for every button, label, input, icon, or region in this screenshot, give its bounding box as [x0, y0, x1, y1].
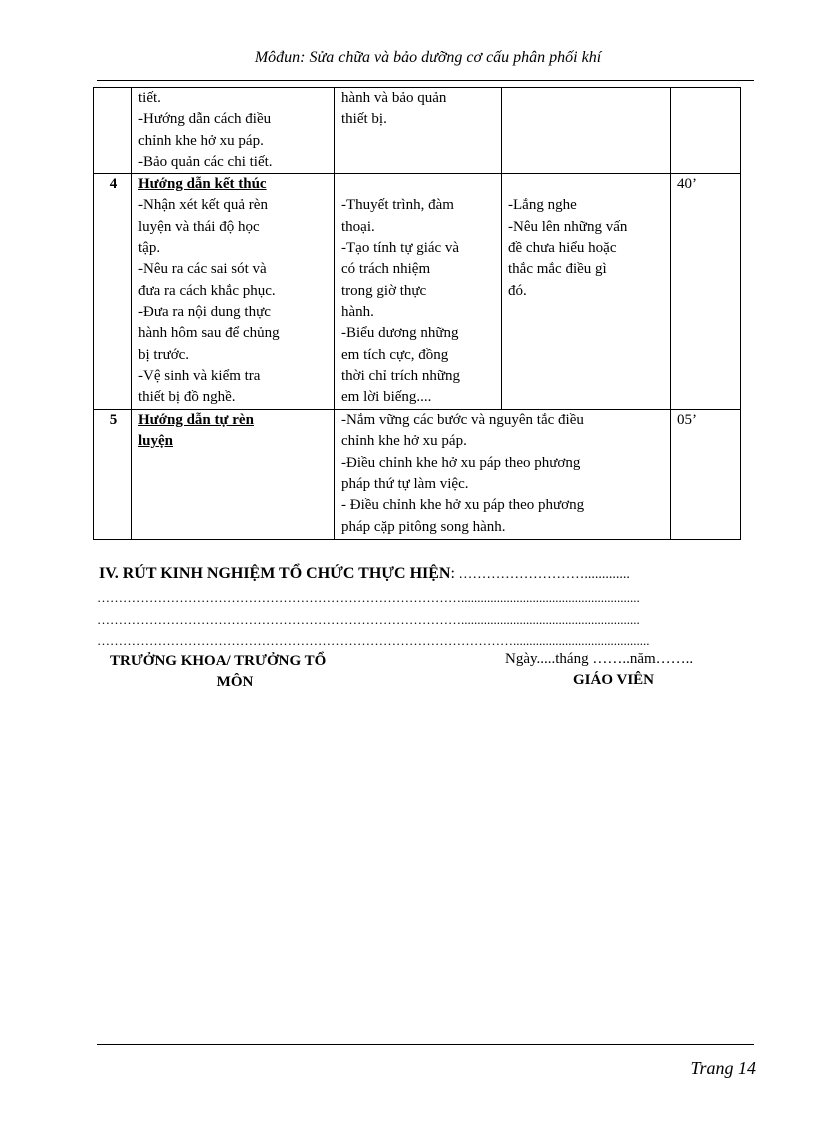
- cell-line: trong giờ thực: [341, 282, 427, 299]
- cell-line: đó.: [508, 282, 527, 299]
- cell-line: -Đưa ra nội dung thực: [138, 303, 271, 320]
- teacher-content-cell: [132, 174, 335, 410]
- cell-line: hành và bảo quản: [341, 90, 447, 106]
- cell-line: em lời biếng....: [341, 389, 432, 406]
- cell-line: - Điều chỉnh khe hở xu páp theo phương: [341, 497, 585, 514]
- cell-line: -Bảo quản các chi tiết.: [138, 153, 273, 170]
- cell-line: -Lắng nghe: [508, 197, 577, 214]
- cell-line: em tích cực, đồng: [341, 346, 449, 363]
- cell-line: đưa ra cách khắc phục.: [138, 282, 276, 299]
- cell-line: chỉnh khe hở xu páp.: [341, 433, 467, 450]
- cell-line: thiết bị đồ nghề.: [138, 389, 236, 406]
- teacher-content-cell: [132, 88, 335, 174]
- cell-line: -Điều chỉnh khe hở xu páp theo phương: [341, 454, 581, 471]
- dean-title-line: MÔN: [216, 674, 254, 690]
- cell-line: thời chỉ trích những: [341, 367, 460, 384]
- page-header-title: Môđun: Sửa chữa và bảo dưỡng cơ cấu phân phối khí: [254, 49, 602, 66]
- cell-line: thoại.: [341, 218, 375, 235]
- cell-line: chỉnh khe hở xu páp.: [138, 132, 264, 149]
- cell-line: pháp cặp pitông song hành.: [341, 518, 506, 535]
- row-number-cell: [94, 88, 132, 174]
- header-divider: [97, 80, 754, 81]
- dean-signature-block: [110, 651, 400, 693]
- cell-line: -Biểu dương những: [341, 325, 459, 342]
- cell-line: có trách nhiệm: [341, 261, 431, 278]
- lesson-plan-table: [93, 87, 741, 540]
- fill-in-line: ………………………………………………………………………….......................................................: [97, 612, 640, 627]
- cell-line: bị trước.: [138, 346, 190, 363]
- teacher-activity-cell: [335, 88, 502, 174]
- teacher-signature-label: GIÁO VIÊN: [573, 672, 654, 688]
- page-number: Trang 14: [690, 1058, 756, 1078]
- fill-in-line: ……………………………………………………………………………………..........................................: [97, 633, 650, 648]
- cell-line: -Nhận xét kết quả rèn: [138, 197, 268, 214]
- fill-in-dots: ……………………….............: [454, 567, 630, 582]
- fill-in-line: ………………………………………………………………………….......................................................: [97, 590, 640, 605]
- dean-title-line: TRƯỞNG KHOA/ TRƯỞNG TỔ: [110, 653, 327, 669]
- cell-line: -Thuyết trình, đàm: [341, 197, 454, 214]
- table-row: [94, 410, 741, 540]
- cell-line: -Nắm vững các bước và nguyên tắc điều: [341, 412, 584, 429]
- table-row: [94, 174, 741, 410]
- cell-line: luyện và thái độ học: [138, 218, 260, 235]
- step-title: Hướng dẫn tự rèn: [138, 412, 254, 429]
- teacher-content-cell: [132, 410, 335, 540]
- time-cell: 05’: [671, 410, 741, 540]
- cell-line: tiết.: [138, 90, 161, 106]
- section-heading-text: IV. RÚT KINH NGHIỆM TỔ CHỨC THỰC HIỆN: [99, 565, 451, 582]
- cell-line: thắc mắc điều gì: [508, 261, 607, 278]
- cell-line: thiết bị.: [341, 111, 387, 128]
- row-number-cell: 4: [94, 174, 132, 410]
- step-title: luyện: [138, 433, 174, 450]
- teacher-activity-cell: [335, 174, 502, 410]
- cell-line: đề chưa hiểu hoặc: [508, 240, 617, 257]
- time-cell: [671, 88, 741, 174]
- row-number-cell: 5: [94, 410, 132, 540]
- cell-line: tập.: [138, 240, 161, 257]
- student-activity-cell: [502, 174, 671, 410]
- section-heading: [99, 565, 630, 583]
- step-title: Hướng dẫn kết thúc: [138, 176, 267, 193]
- merged-activity-cell: [335, 410, 671, 540]
- cell-line: pháp thứ tự làm việc.: [341, 476, 469, 493]
- cell-line: -Nêu ra các sai sót và: [138, 261, 267, 278]
- cell-line: hành.: [341, 303, 374, 320]
- cell-line: -Nêu lên những vấn: [508, 218, 628, 235]
- cell-line: -Tạo tính tự giác và: [341, 240, 460, 257]
- section-heading-colon: :: [450, 565, 455, 582]
- cell-line: -Vệ sinh và kiểm tra: [138, 367, 261, 384]
- cell-line: -Hướng dẫn cách điều: [138, 111, 272, 128]
- signature-date: Ngày.....tháng ……..năm……..: [505, 651, 694, 667]
- cell-line: hành hôm sau để chủng: [138, 325, 280, 342]
- table-row: [94, 88, 741, 174]
- time-cell: 40’: [671, 174, 741, 410]
- footer-divider: [97, 1044, 754, 1045]
- student-activity-cell: [502, 88, 671, 174]
